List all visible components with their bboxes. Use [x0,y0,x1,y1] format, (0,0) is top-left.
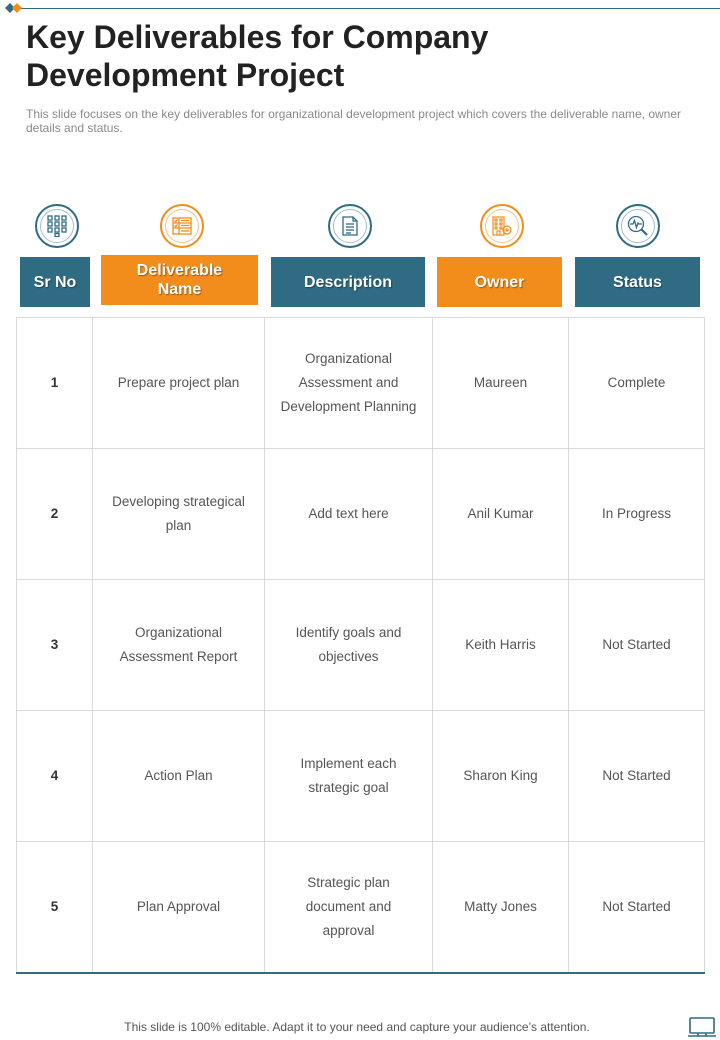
checklist-icon [160,204,204,248]
description-cell: Implement each strategic goal [265,711,433,842]
sr-no-cell: 3 [17,580,93,711]
deliverable-name-cell: Developing strategical plan [93,449,265,580]
owner-cell: Sharon King [433,711,569,842]
sr-no-cell: 5 [17,842,93,973]
page-title: Key Deliverables for Company Development Project [26,19,489,93]
table-row [17,580,705,711]
status-cell: In Progress [569,449,705,580]
office-building-icon [480,204,524,248]
table-row [17,318,705,449]
sr-no-cell: 1 [17,318,93,449]
deliverables-table [16,317,705,974]
column-header-status: Status [575,257,700,307]
sr-no-cell: 2 [17,449,93,580]
diamond-logo-icon [0,0,26,16]
sr-no-cell: 4 [17,711,93,842]
status-cell: Complete [569,318,705,449]
deliverable-name-cell: Action Plan [93,711,265,842]
table-row [17,449,705,580]
column-header-description: Description [271,257,425,307]
owner-cell: Anil Kumar [433,449,569,580]
table-row [17,711,705,842]
table-row [17,842,705,973]
deliverable-name-cell: Organizational Assessment Report [93,580,265,711]
description-cell: Add text here [265,449,433,580]
deliverable-name-cell: Prepare project plan [93,318,265,449]
description-cell: Strategic plan document and approval [265,842,433,973]
owner-cell: Keith Harris [433,580,569,711]
deliverable-name-cell: Plan Approval [93,842,265,973]
document-icon [328,204,372,248]
column-header-deliverable-name: Deliverable Name [101,255,258,305]
footer-note: This slide is 100% editable. Adapt it to your need and capture your audience’s attention. [124,1020,590,1034]
top-rule [18,8,720,9]
status-cell: Not Started [569,580,705,711]
column-header-owner: Owner [437,257,562,307]
keypad-icon [35,204,79,248]
status-cell: Not Started [569,842,705,973]
monitor-icon [687,1017,717,1040]
description-cell: Organizational Assessment and Development Planning [265,318,433,449]
owner-cell: Matty Jones [433,842,569,973]
column-header-sr-no: Sr No [20,257,90,307]
description-cell: Identify goals and objectives [265,580,433,711]
magnifier-pulse-icon [616,204,660,248]
status-cell: Not Started [569,711,705,842]
page-subtitle: This slide focuses on the key deliverables for organizational development project which covers the deliverable name, owner details and status. [26,107,682,135]
owner-cell: Maureen [433,318,569,449]
